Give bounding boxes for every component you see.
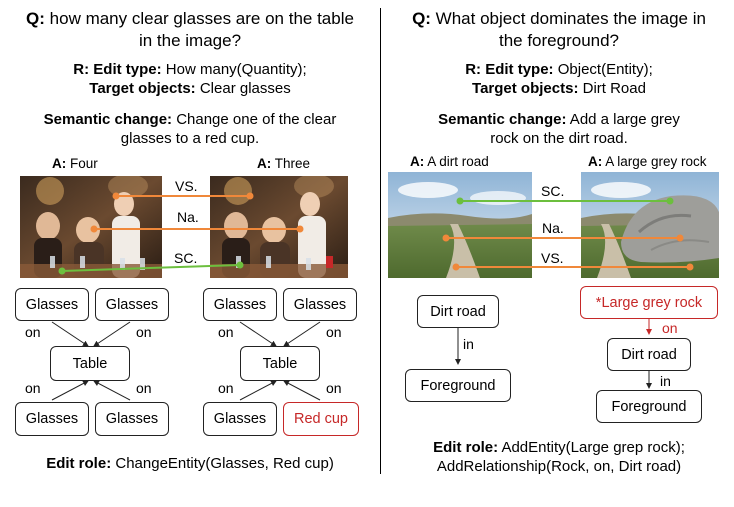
right-r-prefix: R: (465, 61, 482, 78)
right-question-line2: the foreground? (498, 31, 620, 50)
graph-a-node-glasses-4: Glasses (95, 402, 169, 436)
right-answer-b-value: A large grey rock (602, 154, 707, 169)
left-edit-type-value: How many(Quantity); (161, 61, 307, 78)
left-semantic-line2: glasses to a red cup. (120, 130, 260, 147)
left-answer-b-value: Three (271, 156, 311, 171)
right-semantic-line1: Add a large grey (566, 111, 680, 128)
left-link-label-na: Na. (177, 209, 199, 225)
right-graph-a-node-foreground: Foreground (405, 369, 511, 402)
graph-b-node-glasses-1: Glasses (203, 288, 277, 321)
left-answer-b-prefix: A: (257, 156, 272, 171)
left-question-line2: in the image? (138, 31, 242, 50)
left-r-prefix: R: (73, 61, 90, 78)
right-graph-b-node-dirt-road: Dirt road (607, 338, 691, 371)
graph-a-node-glasses-2: Glasses (95, 288, 169, 321)
right-graph-b-edge-label-in: in (660, 373, 671, 389)
graph-b-node-glasses-3: Glasses (203, 402, 277, 436)
left-link-label-sc: SC. (174, 250, 198, 266)
graph-b-edge-label-3: on (218, 380, 234, 396)
graph-b-node-red-cup: Red cup (283, 402, 359, 436)
right-edit-type-label: Edit type: (485, 61, 554, 78)
right-answer-a-value: A dirt road (424, 154, 489, 169)
graph-a-edge-label-3: on (25, 380, 41, 396)
left-edit-role-value: ChangeEntity(Glasses, Red cup) (111, 455, 334, 472)
right-edit-role-line2: AddRelationship(Rock, on, Dirt road) (436, 458, 682, 475)
right-graph-a-node-dirt-road: Dirt road (417, 295, 499, 328)
left-edit-role-label: Edit role: (46, 455, 112, 472)
graph-b-node-table: Table (240, 346, 320, 381)
graph-a-node-glasses-1: Glasses (15, 288, 89, 321)
left-link-label-vs: VS. (175, 178, 198, 194)
right-graph-b-node-large-grey-rock: *Large grey rock (580, 286, 718, 319)
graph-b-edge-label-2: on (326, 324, 342, 340)
left-target-value: Clear glasses (195, 80, 291, 97)
left-answer-a-value: Four (66, 156, 98, 171)
left-answer-a-prefix: A: (52, 156, 67, 171)
right-graph-a-edge-label: in (463, 336, 474, 352)
right-question-line1: What object dominates the image in (430, 9, 706, 28)
left-q-prefix: Q: (26, 9, 45, 28)
graph-b-node-glasses-2: Glasses (283, 288, 357, 321)
right-edit-role (386, 438, 732, 476)
right-link-label-sc: SC. (541, 183, 565, 199)
left-semantic-line1: Change one of the clear (172, 111, 337, 128)
graph-b-edge-label-1: on (218, 324, 234, 340)
right-link-label-vs: VS. (541, 250, 564, 266)
left-edit-type-label: Edit type: (93, 61, 162, 78)
right-target-value: Dirt Road (578, 80, 646, 97)
right-semantic-line2: rock on the dirt road. (490, 130, 628, 147)
graph-a-edge-label-4: on (136, 380, 152, 396)
right-edit-role-label: Edit role: (433, 439, 499, 456)
right-graph-b-node-foreground: Foreground (596, 390, 702, 423)
right-edit-role-value: AddEntity(Large grep rock); (498, 439, 685, 456)
graph-a-edge-label-1: on (25, 324, 41, 340)
right-answer-b-prefix: A: (588, 154, 603, 169)
right-target-label: Target objects: (472, 80, 579, 97)
graph-a-node-table: Table (50, 346, 130, 381)
right-q-prefix: Q: (412, 9, 431, 28)
graph-a-node-glasses-3: Glasses (15, 402, 89, 436)
left-target-label: Target objects: (89, 80, 196, 97)
left-question-line1: how many clear glasses are on the table (44, 9, 354, 28)
right-graph-b-edge-label-on: on (662, 320, 678, 336)
graph-a-edge-label-2: on (136, 324, 152, 340)
left-semantic-label: Semantic change: (43, 111, 173, 128)
right-edit-type-value: Object(Entity); (553, 61, 653, 78)
right-link-label-na: Na. (542, 220, 564, 236)
right-semantic-label: Semantic change: (438, 111, 567, 128)
right-answer-a-prefix: A: (410, 154, 425, 169)
graph-b-edge-label-4: on (326, 380, 342, 396)
